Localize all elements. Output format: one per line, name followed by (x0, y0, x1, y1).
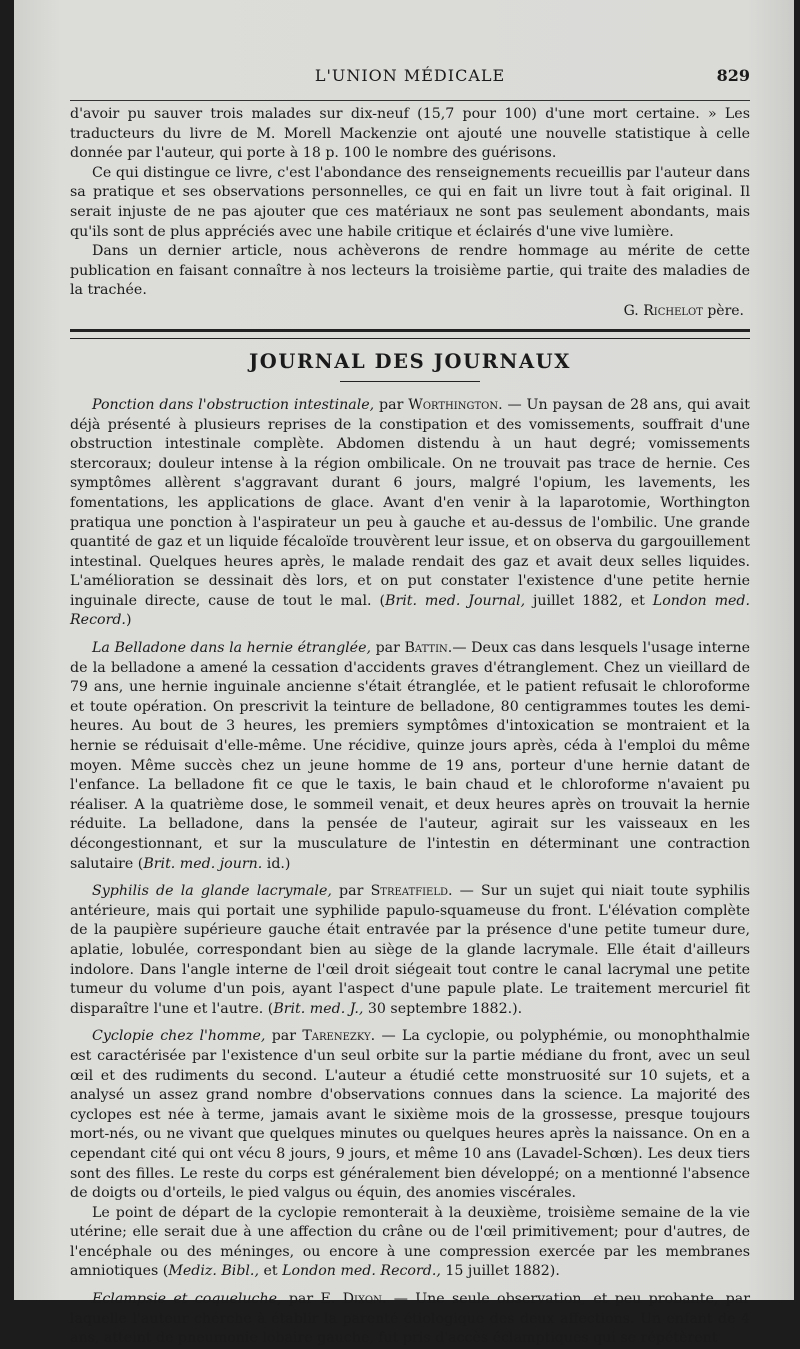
paragraph: d'avoir pu sauver trois malades sur dix-neuf (15,7 pour 100) d'une mort certaine. » Les traducteurs du livre de M. Morell Mackenzie ont ajouté une nouvelle statistique à celle donnée par l'auteur, qui porte à 18 p. 100 le nombre des guérisons. (70, 106, 750, 162)
article-dixon: Eclampsie et coqueluche, par E. Dixon. — Une seule observation, et peu probante, par laquelle l'auteur cherche à établir la parenté étiologique des deux affections. Un enfant de 4 ans, atteint de pneumonie lobaire gauche, fut pris d'accès éclamptiques qui se répétèrent (70, 1291, 750, 1347)
paragraph: Ce qui distingue ce livre, c'est l'abondance des renseignements recueillis par l'auteur dans sa pratique et ses observations personnelles, ce qui en fait un livre tout à fait original. Il serait injuste de ne pas ajouter que ces matériaux ne sont pas seulement abondants, mais qu'ils sont de plus appréciés avec une habile critique et éclairés d'une vive lumière. (70, 164, 750, 240)
signature: G. Richelot père. (623, 302, 744, 319)
article-tarenezky: Cyclopie chez l'homme, par Tarenezky. — La cyclopie, ou polyphémie, ou monophthalmie est caractérisée par l'existence d'un seul orbite sur la partie médiane du front, avec un seul œil et des rudiments du second. L'auteur a étudié cette monstruosité sur 10 sujets, et a analysé un assez grand nombre d'observations connues dans la science. La majorité des cyclopes est née à terme, jamais avant le sixième mois de la grossesse, presque toujours mort-nés, ou ne vivant que quelques minutes ou quelques heures après la naissance. On en a cependant cité qui ont vécu 8 jours, 9 jours, et même 10 ans (Lavadel-Schœn). Les deux tiers sont des filles. Le reste du corps est généralement bien développé; on a mentionné l'absence de doigts ou d'orteils, le pied valgus ou équin, des anomies viscérales. (70, 1028, 750, 1202)
article-tarenezky-continued: Le point de départ de la cyclopie remonterait à la deuxième, troisième semaine de la vie utérine; elle serait due à une affection du crâne ou de l'œil primitivement; pour d'autres, de l'encéphale ou des méninges, ou encore à une compression exercée par les membranes amniotiques (Mediz. Bibl., et London med. Record., 15 juillet 1882). (70, 1204, 750, 1280)
title-rule (340, 381, 480, 382)
article-streatfield: Syphilis de la glande lacrymale, par Streatfield. — Sur un sujet qui niait toute syphilis antérieure, mais qui portait une syphilide papulo-squameuse du front. L'élévation complète de la paupière supérieure gauche était entravée par la présence d'une petite tumeur dure, aplatie, lobulée, correspondant bien au siège de la glande lacrymale. Elle était d'ailleurs indolore. Dans l'angle interne de l'œil droit siégeait tout contre le canal lacrymal une petite tumeur du volume d'un pois, ayant l'aspect d'une papule plate. Le traitement mercuriel fit disparaître l'une et l'autre. (Brit. med. J., 30 septembre 1882.). (70, 883, 751, 1017)
document-page (14, 0, 794, 1347)
section-divider (70, 329, 750, 339)
article-battin: La Belladone dans la hernie étranglée, par Battin.— Deux cas dans lesquels l'usage interne de la belladone a amené la cessation d'accidents graves d'étranglement. Chez un vieillard de 79 ans, une hernie inguinale ancienne s'était étranglée, et le patient refusait le chloroforme et toute opération. On prescrivit la teinture de belladone, 80 centigrammes toutes les demi-heures. Au bout de 3 heures, les premiers symptômes d'intoxication se montraient et la hernie se réduisait d'elle-même. Une récidive, quinze jours après, céda à l'emploi du même moyen. Même succès chez un jeune homme de 19 ans, porteur d'une hernie datant de l'enfance. La belladone fit ce que le taxis, le bain chaud et le chloroforme n'avaient pu réaliser. A la quatrième dose, le sommeil venait, et deux heures après on trouvait la hernie réduite. La belladone, dans la pensée de l'auteur, agirait sur les vaisseaux en les décongestionnant, et sur la musculature de l'intestin en déterminant une contraction salutaire (Brit. med. journ. id.) (70, 640, 751, 872)
review-continuation (70, 105, 750, 319)
page-number: 829 (716, 66, 750, 85)
article-worthington: Ponction dans l'obstruction intestinale, par Worthington. — Un paysan de 28 ans, qui avait déjà présenté à plusieurs reprises de la constipation et des vomissements, souffrait d'une obstruction intestinale complète. Abdomen distendu à un haut degré; vomissements stercoraux; douleur intense à la région ombilicale. On ne trouvait pas trace de hernie. Ces symptômes allèrent s'aggravant durant 6 jours, malgré l'opium, les lavements, les fomentations, les applications de glace. Avant d'en venir à la laparotomie, Worthington pratiqua une ponction à l'aspirateur un peu à gauche et au-dessus de l'ombilic. Une grande quantité de gaz et un liquide fécaloïde trouvèrent leur issue, et on observa du gargouillement intestinal. Quelques heures après, le malade rendait des gaz et avait deux selles liquides. L'amélioration se dessinait dès lors, et on put constater l'existence d'une petite hernie inguinale directe, cause de tout le mal. (Brit. med. Journal, juillet 1882, et London med. Record.) (70, 396, 751, 629)
journal-title: L'UNION MÉDICALE (314, 66, 506, 85)
section-title: JOURNAL DES JOURNAUX (248, 349, 572, 373)
running-header (70, 60, 750, 101)
paragraph: Dans un dernier article, nous achèverons de rendre hommage au mérite de cette publication en faisant connaître à nos lecteurs la troisième partie, qui traite des maladies de la trachée. (70, 243, 750, 299)
